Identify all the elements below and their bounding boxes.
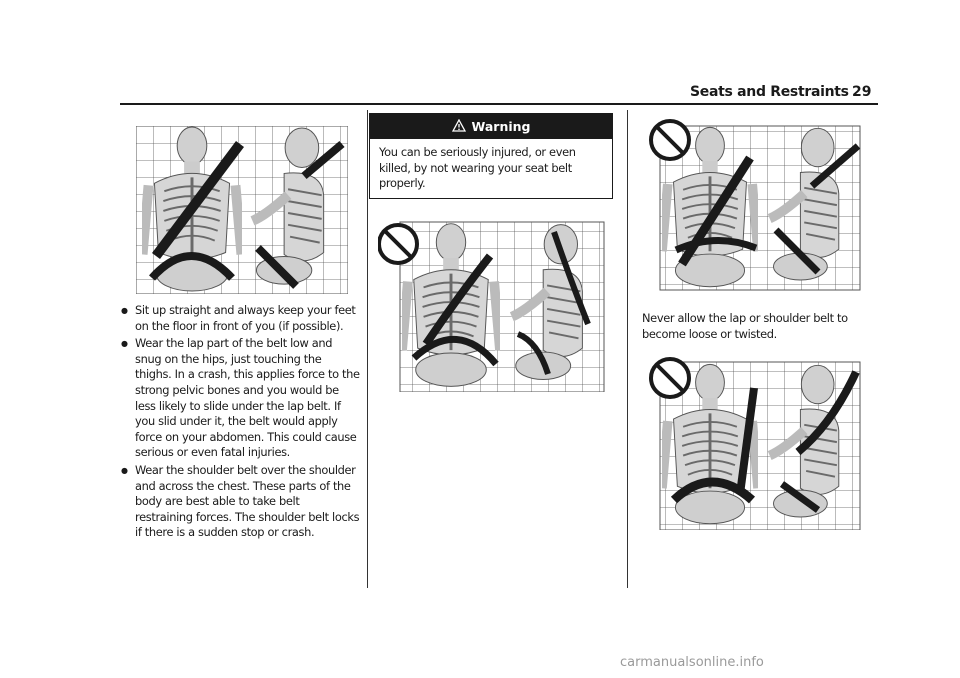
prohibition-icon	[651, 121, 689, 159]
warning-icon	[452, 119, 466, 135]
figure-caption: Never allow the lap or shoulder belt to become loose or twisted.	[642, 311, 848, 341]
prohibition-icon	[379, 225, 417, 263]
watermark: carmanualsonline.info	[620, 655, 764, 670]
header-rule	[120, 103, 878, 105]
warning-box	[369, 113, 613, 199]
section-title: Seats and Restraints	[690, 84, 849, 100]
figure-correct-belt-position	[136, 126, 348, 294]
warning-header	[370, 114, 612, 139]
warning-text: You can be seriously injured, or even killed, by not wearing your seat belt properly.	[379, 145, 576, 191]
figure-twisted-belt	[648, 354, 864, 530]
list-item: ● Wear the shoulder belt over the shoulder and across the chest. These parts of the body are best able to take belt restraining forces. The shoulder belt locks if there is a sudden stop or crash.	[120, 463, 360, 541]
list-item: ● Sit up straight and always keep your feet on the floor in front of you (if possible).	[120, 303, 360, 334]
column-divider-right	[627, 110, 628, 588]
warning-title: Warning	[471, 119, 531, 134]
list-item: ● Wear the lap part of the belt low and snug on the hips, just touching the thighs. In a crash, this applies force to the strong pelvic bones and you would be less likely to slide under the lap belt. If you slid under it, the belt would apply force on your abdomen. This could cause serious or even fatal injuries.	[120, 336, 360, 461]
figure-incorrect-belt-position	[648, 114, 864, 292]
figure-incorrect-belt-position	[378, 214, 608, 392]
column-divider-left	[367, 110, 368, 588]
page-number: 29	[852, 84, 872, 100]
instruction-list	[120, 303, 360, 543]
prohibition-icon	[651, 359, 689, 397]
